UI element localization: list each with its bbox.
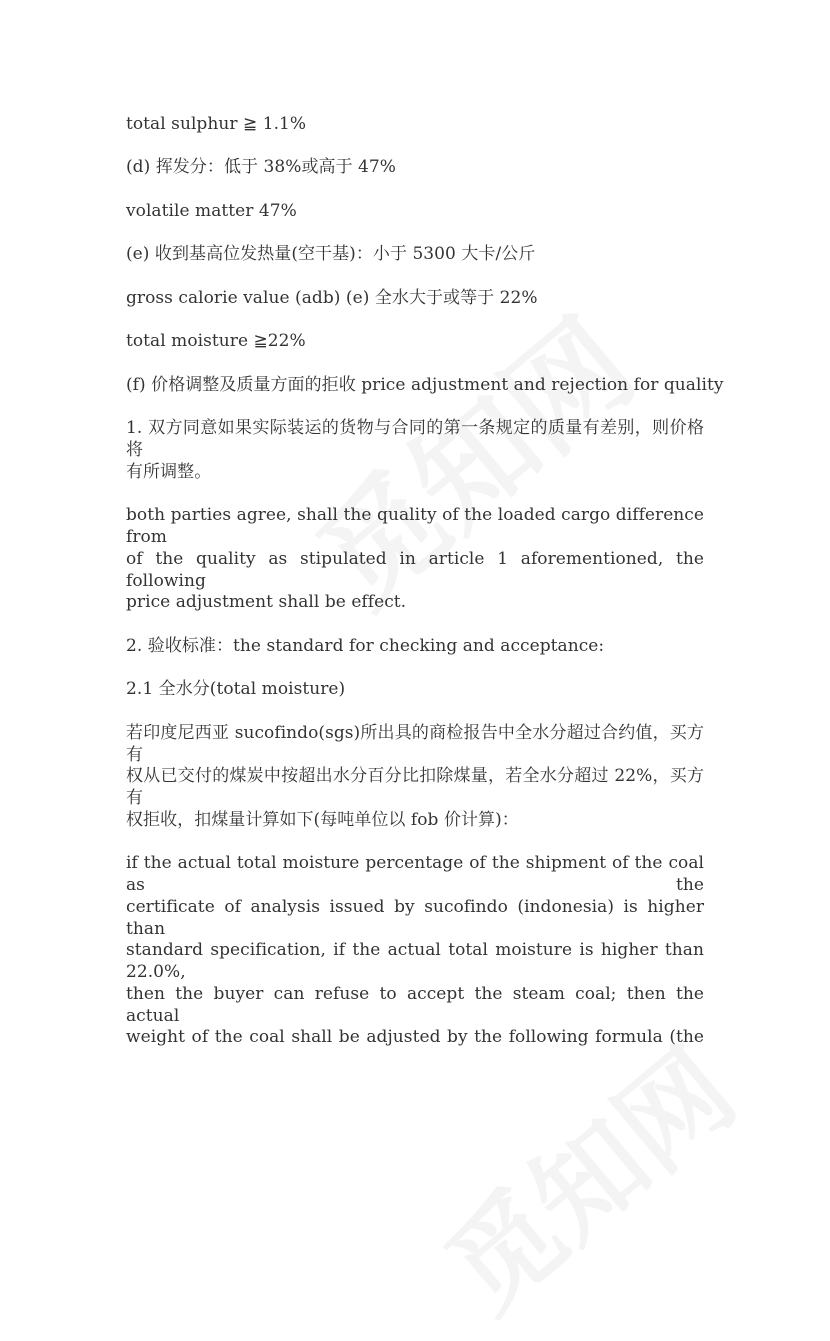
text-line: (e) 收到基高位发热量(空干基)：小于 5300 大卡/公斤: [126, 244, 536, 264]
text-line: of the quality as stipulated in article 1 aforementioned, the following: [126, 549, 704, 591]
text-line: weight of the coal shall be adjusted by the following formula (the: [126, 1027, 704, 1047]
text-line: gross calorie value (adb) (e) 全水大于或等于 22%: [126, 288, 538, 308]
text-line: 若印度尼西亚 sucofindo(sgs)所出具的商检报告中全水分超过合约值，买方有: [126, 723, 704, 765]
text-line: standard specification, if the actual total moisture is higher than 22.0%,: [126, 940, 704, 982]
text-line: total moisture ≧22%: [126, 331, 306, 351]
text-line: 权从已交付的煤炭中按超出水分百分比扣除煤量，若全水分超过 22%，买方有: [126, 766, 704, 808]
text-line: certificate of analysis issued by sucofindo (indonesia) is higher than: [126, 897, 704, 939]
text-line: if the actual total moisture percentage of the shipment of the coal as the: [126, 853, 704, 895]
text-line: 有所调整。: [126, 462, 212, 482]
text-line: (d) 挥发分：低于 38%或高于 47%: [126, 157, 396, 177]
text-line: volatile matter 47%: [126, 201, 297, 221]
text-line: both parties agree, shall the quality of the loaded cargo difference from: [126, 505, 704, 547]
text-line: 2. 验收标准：the standard for checking and acceptance:: [126, 636, 605, 656]
text-line: then the buyer can refuse to accept the steam coal; then the actual: [126, 984, 704, 1026]
watermark: [408, 1007, 762, 1340]
text-line: 权拒收，扣煤量计算如下(每吨单位以 fob 价计算)：: [126, 810, 519, 830]
text-line: 1. 双方同意如果实际装运的货物与合同的第一条规定的质量有差别，则价格将: [126, 418, 704, 460]
text-line: 2.1 全水分(total moisture): [126, 679, 346, 699]
text-line: price adjustment shall be effect.: [126, 592, 407, 612]
text-line: total sulphur ≧ 1.1%: [126, 114, 307, 134]
text-line: (f) 价格调整及质量方面的拒收 price adjustment and rejection for quality: [126, 375, 724, 395]
